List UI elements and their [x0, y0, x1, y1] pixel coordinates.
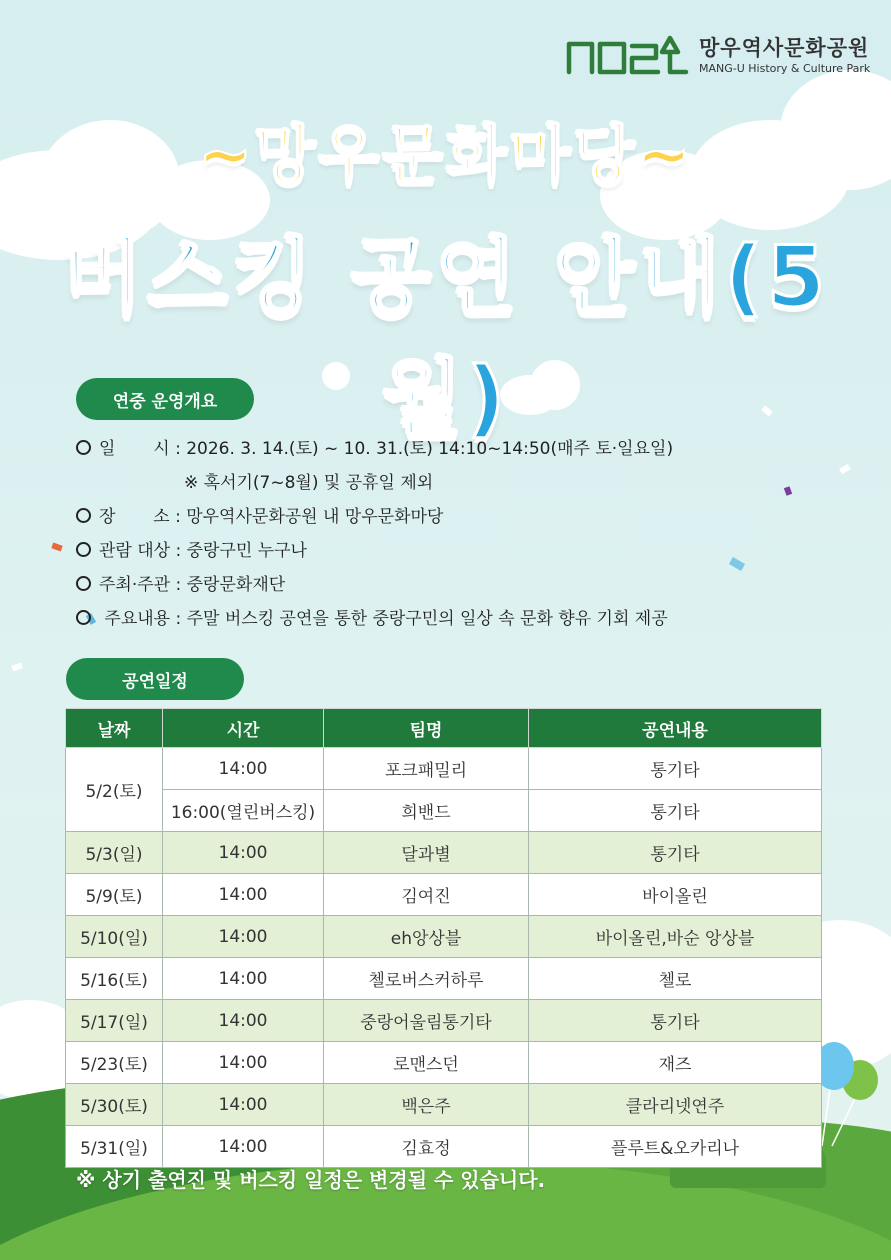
cell-team: 김효정 — [324, 1126, 529, 1168]
cell-team: 로맨스던 — [324, 1042, 529, 1084]
overview-item — [76, 502, 673, 536]
cell-content: 클라리넷연주 — [529, 1084, 822, 1126]
cell-team: 달과별 — [324, 832, 529, 874]
table-header-row — [66, 709, 822, 748]
overview-note-text: ※ 혹서기(7~8월) 및 공휴일 제외 — [184, 473, 434, 493]
overview-item — [76, 570, 673, 604]
overview-item — [76, 536, 673, 570]
cell-time: 14:00 — [163, 748, 324, 790]
cell-content: 재즈 — [529, 1042, 822, 1084]
overview-item-text: 주최·주관 : 중랑문화재단 — [99, 575, 286, 595]
column-header-time: 시간 — [163, 709, 324, 748]
cell-time: 14:00 — [163, 832, 324, 874]
circle-bullet-icon — [76, 542, 91, 557]
cell-date: 5/3(일) — [66, 832, 163, 874]
column-header-date: 날짜 — [66, 709, 163, 748]
confetti — [51, 542, 62, 551]
cell-content: 플루트&오카리나 — [529, 1126, 822, 1168]
cell-date: 5/30(토) — [66, 1084, 163, 1126]
cell-time: 14:00 — [163, 874, 324, 916]
confetti — [11, 662, 22, 671]
event-subtitle: 버스킹 공연 안내(5월) — [61, 228, 830, 447]
cell-team: 백은주 — [324, 1084, 529, 1126]
overview-note — [76, 468, 673, 502]
schedule-heading — [66, 658, 244, 700]
cell-team: 희밴드 — [324, 790, 529, 832]
column-header-content: 공연내용 — [529, 709, 822, 748]
cell-team: 김여진 — [324, 874, 529, 916]
circle-bullet-icon — [76, 576, 91, 591]
cell-content: 바이올린 — [529, 874, 822, 916]
cell-time: 14:00 — [163, 1042, 324, 1084]
table-row — [66, 874, 822, 916]
schedule-change-notice: ※ 상기 출연진 및 버스킹 일정은 변경될 수 있습니다. — [76, 1168, 546, 1192]
cell-time: 14:00 — [163, 1084, 324, 1126]
table-row — [66, 790, 822, 832]
cell-team: eh앙상블 — [324, 916, 529, 958]
cell-content: 통기타 — [529, 748, 822, 790]
circle-bullet-icon — [76, 610, 91, 625]
overview-heading-label: 연중 운영개요 — [112, 391, 218, 412]
cell-team: 포크패밀리 — [324, 748, 529, 790]
park-logo-icon — [566, 34, 690, 76]
park-name-english: MANG-U History & Culture Park — [699, 62, 871, 75]
cell-time: 16:00(열린버스킹) — [163, 790, 324, 832]
column-header-team: 팀명 — [324, 709, 529, 748]
overview-item-text: 주요내용 : 주말 버스킹 공연을 통한 중랑구민의 일상 속 문화 향유 기회 제공 — [99, 609, 668, 629]
cell-content: 통기타 — [529, 790, 822, 832]
table-row — [66, 748, 822, 790]
cell-time: 14:00 — [163, 916, 324, 958]
cell-content: 첼로 — [529, 958, 822, 1000]
schedule-heading-label: 공연일정 — [122, 671, 188, 692]
table-row — [66, 1042, 822, 1084]
overview-item-text: 관람 대상 : 중랑구민 누구나 — [99, 541, 307, 561]
table-row — [66, 1000, 822, 1042]
cell-team: 첼로버스커하루 — [324, 958, 529, 1000]
cell-content: 바이올린,바순 앙상블 — [529, 916, 822, 958]
overview-list — [76, 434, 673, 638]
overview-item-text: 장 소 : 망우역사문화공원 내 망우문화마당 — [99, 507, 444, 527]
overview-item — [76, 434, 673, 468]
cell-date: 5/23(토) — [66, 1042, 163, 1084]
confetti — [784, 486, 792, 496]
circle-bullet-icon — [76, 440, 91, 455]
cell-date: 5/16(토) — [66, 958, 163, 1000]
cell-date: 5/17(일) — [66, 1000, 163, 1042]
table-row — [66, 1126, 822, 1168]
cell-team: 중랑어울림통기타 — [324, 1000, 529, 1042]
cell-date: 5/31(일) — [66, 1126, 163, 1168]
cell-time: 14:00 — [163, 958, 324, 1000]
overview-item-text: 일 시 : 2026. 3. 14.(토) ~ 10. 31.(토) 14:10~14:50(매주 토·일요일) — [99, 439, 674, 459]
cell-date: 5/9(토) — [66, 874, 163, 916]
cell-content: 통기타 — [529, 1000, 822, 1042]
cell-time: 14:00 — [163, 1000, 324, 1042]
cell-date: 5/2(토) — [66, 748, 163, 832]
table-row — [66, 958, 822, 1000]
park-name-korean: 망우역사문화공원 — [699, 36, 870, 60]
confetti — [729, 557, 745, 571]
schedule-table — [65, 708, 822, 1168]
table-row — [66, 1084, 822, 1126]
cell-date: 5/10(일) — [66, 916, 163, 958]
overview-heading — [76, 378, 254, 420]
overview-item — [76, 604, 673, 638]
table-row — [66, 832, 822, 874]
confetti — [839, 464, 851, 474]
cell-content: 통기타 — [529, 832, 822, 874]
circle-bullet-icon — [76, 508, 91, 523]
cell-time: 14:00 — [163, 1126, 324, 1168]
park-logo — [566, 24, 876, 80]
table-row — [66, 916, 822, 958]
event-title: ~망우문화마당~ — [198, 119, 693, 193]
